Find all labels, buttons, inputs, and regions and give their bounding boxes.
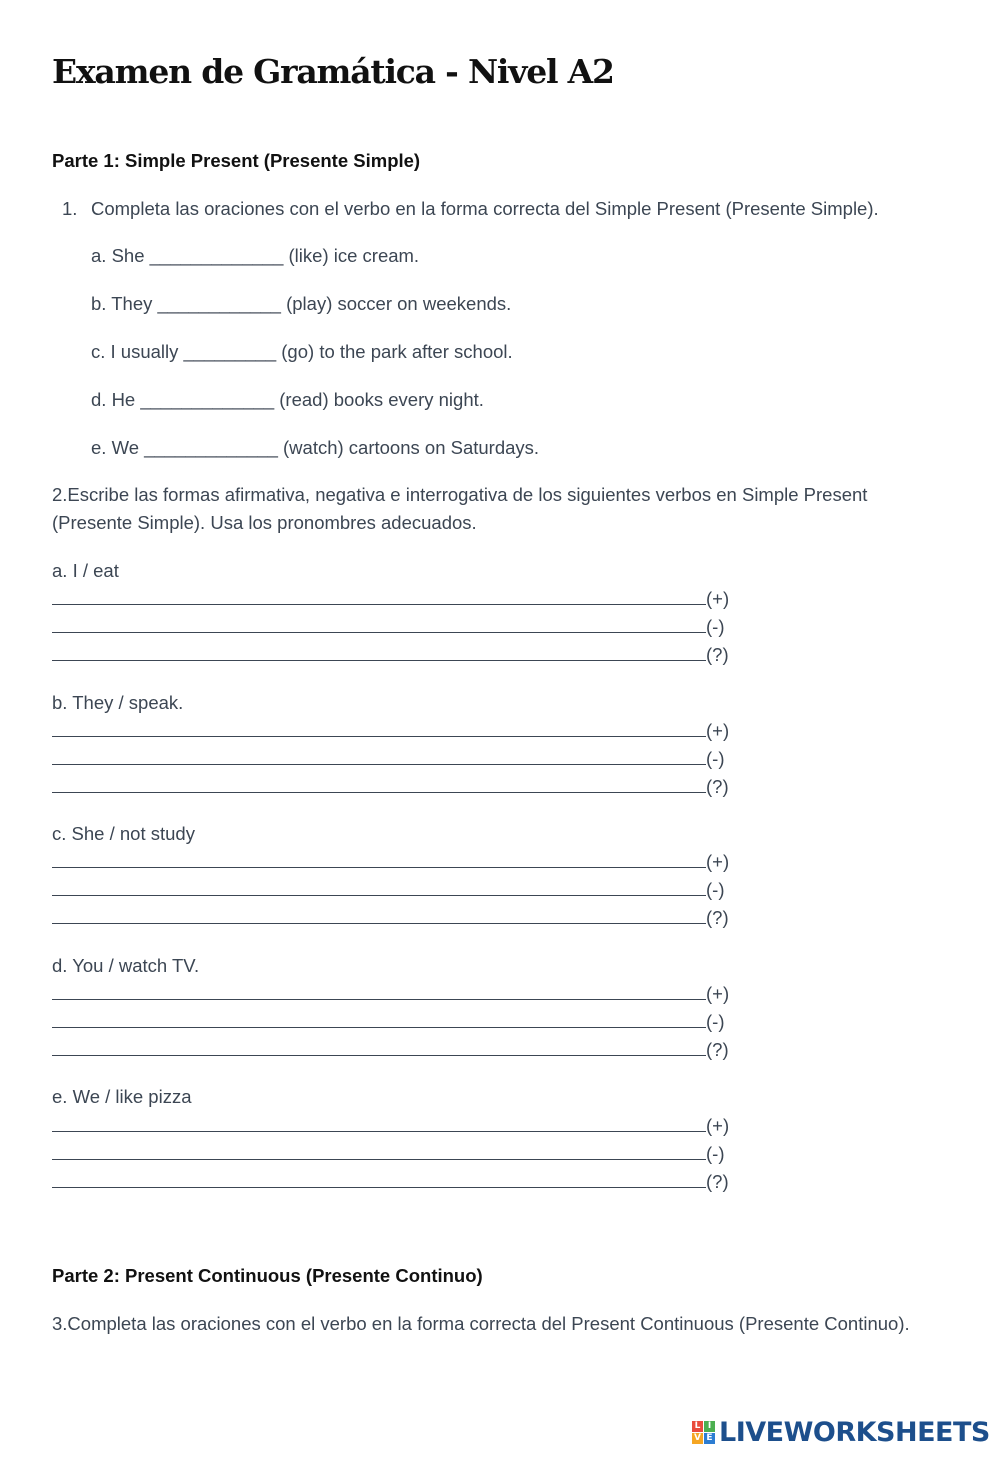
question-2-item-label: a. I / eat <box>52 560 119 581</box>
answer-blank[interactable] <box>52 1158 706 1160</box>
question-3-instruction: 3.Completa las oraciones con el verbo en la forma correcta del Present Continuous (Presente Continuo). <box>52 1313 910 1334</box>
answer-blank[interactable] <box>52 894 706 896</box>
answer-blank[interactable] <box>52 922 706 924</box>
question-2-instruction: 2.Escribe las formas afirmativa, negativa e interrogativa de los siguientes verbos en Simple Present (Presente Simple). Usa los pronombres adecuados. <box>52 484 868 533</box>
answer-line-negative[interactable] <box>52 1143 724 1165</box>
affirmative-marker: (+) <box>706 983 730 1004</box>
affirmative-marker: (+) <box>706 720 730 741</box>
interrogative-marker: (?) <box>706 1039 729 1060</box>
question-2-item-label: c. She / not study <box>52 823 195 844</box>
answer-blank[interactable] <box>52 998 706 1000</box>
question-1-item[interactable]: b. They ____________ (play) soccer on weekends. <box>91 293 512 314</box>
answer-line-affirmative[interactable] <box>52 588 729 610</box>
answer-line-affirmative[interactable] <box>52 1115 729 1137</box>
interrogative-marker: (?) <box>706 776 729 797</box>
negative-marker: (-) <box>706 1011 725 1032</box>
question-1-item[interactable]: d. He _____________ (read) books every night. <box>91 389 484 410</box>
answer-blank[interactable] <box>52 791 706 793</box>
answer-blank[interactable] <box>52 735 706 737</box>
answer-line-interrogative[interactable] <box>52 776 729 798</box>
question-1-number: 1. <box>62 198 78 219</box>
liveworksheets-logo-text: LIVEWORKSHEETS <box>719 1416 990 1448</box>
logo-mark-letter: I <box>704 1421 715 1432</box>
answer-line-negative[interactable] <box>52 616 724 638</box>
interrogative-marker: (?) <box>706 644 729 665</box>
question-1-item[interactable]: c. I usually _________ (go) to the park after school. <box>91 341 513 362</box>
part-2-heading: Parte 2: Present Continuous (Presente Continuo) <box>52 1265 483 1286</box>
answer-blank[interactable] <box>52 659 706 661</box>
answer-blank[interactable] <box>52 1186 706 1188</box>
question-1-instruction: Completa las oraciones con el verbo en la forma correcta del Simple Present (Presente Simple). <box>91 198 879 219</box>
answer-blank[interactable] <box>52 1026 706 1028</box>
answer-line-interrogative[interactable] <box>52 907 729 929</box>
logo-mark-letter: E <box>704 1433 715 1444</box>
question-2-item-label: b. They / speak. <box>52 692 184 713</box>
answer-line-affirmative[interactable] <box>52 983 729 1005</box>
negative-marker: (-) <box>706 1143 725 1164</box>
answer-line-interrogative[interactable] <box>52 644 729 666</box>
question-2-item-label: d. You / watch TV. <box>52 955 200 976</box>
logo-mark-letter: L <box>692 1421 703 1432</box>
negative-marker: (-) <box>706 879 725 900</box>
interrogative-marker: (?) <box>706 1171 729 1192</box>
question-1-item[interactable]: e. We _____________ (watch) cartoons on Saturdays. <box>91 437 540 458</box>
liveworksheets-logo-mark <box>692 1421 715 1444</box>
liveworksheets-logo <box>692 1415 990 1449</box>
affirmative-marker: (+) <box>706 1115 730 1136</box>
negative-marker: (-) <box>706 616 725 637</box>
answer-blank[interactable] <box>52 603 706 605</box>
answer-blank[interactable] <box>52 631 706 633</box>
answer-blank[interactable] <box>52 1054 706 1056</box>
answer-blank[interactable] <box>52 763 706 765</box>
negative-marker: (-) <box>706 748 725 769</box>
answer-line-affirmative[interactable] <box>52 720 729 742</box>
question-2-item-label: e. We / like pizza <box>52 1086 192 1107</box>
answer-line-negative[interactable] <box>52 1011 724 1033</box>
interrogative-marker: (?) <box>706 907 729 928</box>
answer-line-negative[interactable] <box>52 748 724 770</box>
answer-blank[interactable] <box>52 866 706 868</box>
affirmative-marker: (+) <box>706 851 730 872</box>
answer-line-interrogative[interactable] <box>52 1171 729 1193</box>
answer-line-affirmative[interactable] <box>52 851 729 873</box>
page-title: Examen de Gramática - Nivel A2 <box>52 52 614 91</box>
affirmative-marker: (+) <box>706 588 730 609</box>
answer-line-negative[interactable] <box>52 879 724 901</box>
part-1-heading: Parte 1: Simple Present (Presente Simple) <box>52 150 421 171</box>
answer-blank[interactable] <box>52 1130 706 1132</box>
logo-mark-letter: V <box>692 1433 703 1444</box>
question-1-item[interactable]: a. She _____________ (like) ice cream. <box>91 245 420 266</box>
answer-line-interrogative[interactable] <box>52 1039 729 1061</box>
